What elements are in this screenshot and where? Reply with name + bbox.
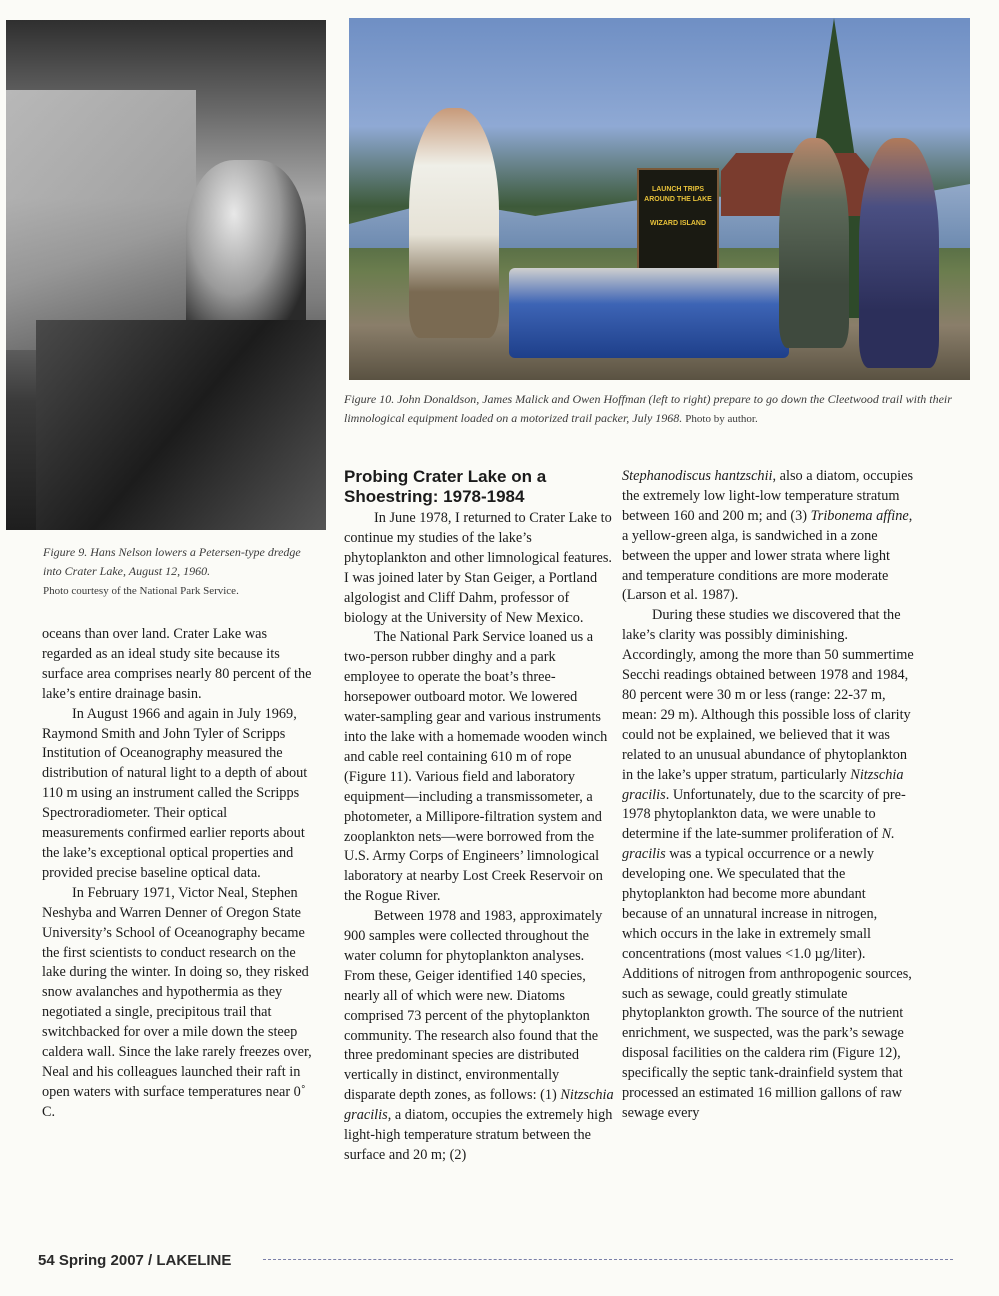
species-name: Nitzschia gracilis bbox=[344, 1087, 614, 1124]
sign-line: LAUNCH TRIPS bbox=[651, 186, 705, 193]
person-left bbox=[409, 108, 499, 338]
caption-text: Figure 10. John Donaldson, James Malick and Owen Hoffman (left to right) prepare to go down the Cleetwood trail with their limnological equipment loaded on a motorized trail packer, July 1968. bbox=[344, 392, 952, 425]
figure-10-photo bbox=[349, 18, 970, 380]
caption-text: Figure 9. Hans Nelson lowers a Petersen-type dredge into Crater Lake, August 12, 1960. bbox=[43, 545, 301, 578]
trail-packer-cart bbox=[509, 268, 789, 358]
species-name: Tribonema affine bbox=[810, 507, 909, 524]
paragraph: In June 1978, I returned to Crater Lake to continue my studies of the lake’s phytoplankton and other limnological features. I was joined later by Stan Geiger, a Portland algologist and Cliff Dahm, professor of biology at the University of New Mexico. bbox=[344, 510, 612, 626]
species-name: Stephanodiscus hantzschii bbox=[622, 468, 773, 484]
text-run: During these studies we discovered that the lake’s clarity was possibly diminishing. Accordingly, among the more than 50 summertime Secchi readings obtained between 1978 and 1984, 80 percent were 30 m or less (range: 22-37 m, mean: 29 m). Although this possible loss of clarity could not be explained, we believed that it was related to an unusual abundance of phytoplankton in the lake’s upper stratum, particularly bbox=[622, 607, 914, 783]
section-heading: Probing Crater Lake on a Shoestring: 1978-1984 bbox=[344, 467, 547, 506]
paragraph bbox=[622, 606, 914, 1124]
paragraph: oceans than over land. Crater Lake was regarded as an ideal study site because its surface area comprises nearly 80 percent of the lake’s entire drainage basin. bbox=[42, 626, 312, 702]
text-run: , a yellow-green alga, is sandwiched in a zone between the upper and lower strata where light and temperature conditions are more moderate (Larson et al. 1987). bbox=[622, 507, 913, 604]
text-run: Between 1978 and 1983, approximately 900 samples were collected throughout the water column for phytoplankton analyses. From these, Geiger identified 140 species, nearly all of which were new. Diatoms comprised 73 percent of the phytoplankton community. The research also found that the three predominant species are distributed vertically in distinct, environmentally disparate depth zones, as follows: (1) bbox=[344, 908, 603, 1104]
photo-credit: Photo courtesy of the National Park Service. bbox=[43, 585, 239, 597]
page-footer bbox=[38, 1252, 958, 1276]
hans-nelson-figure bbox=[186, 160, 306, 340]
person-right bbox=[859, 138, 939, 368]
person-middle bbox=[779, 138, 849, 348]
text-column-1 bbox=[42, 625, 312, 1123]
text-column-2 bbox=[344, 467, 614, 1166]
photo-credit: Photo by author. bbox=[685, 413, 758, 425]
species-name: Nitzschia gracilis bbox=[622, 766, 904, 803]
text-run: was a typical occurrence or a newly developing one. We speculated that the phytoplankton had become more abundant because of an unnatural increase in nitrogen, which occurs in the lake in extremely small concentrations (most values <1.0 µg/liter). Additions of nitrogen from anthropogenic sources, such as sewage, could greatly stimulate phytoplankton growth. The source of the nutrient enrichment, we suspected, was the park’s sewage disposal facilities on the caldera rim (Figure 12), specifically the septic tank-drainfield system that processed an estimated 16 million gallons of raw sewage every bbox=[622, 846, 912, 1121]
paragraph bbox=[344, 907, 614, 1166]
text-run: . Unfortunately, due to the scarcity of pre-1978 phytoplankton data, we were unable to determine if the late-summer proliferation of bbox=[622, 786, 906, 843]
footer-rule bbox=[263, 1259, 953, 1260]
figure-9-photo bbox=[6, 20, 326, 530]
text-run: , also a diatom, occupies the extremely low light-low temperature stratum between 160 and 200 m; and (3) bbox=[622, 468, 914, 524]
page-folio: 54 Spring 2007 / LAKELINE bbox=[38, 1252, 232, 1269]
text-run: , a diatom, occupies the extremely high light-high temperature stratum between the surface and 20 m; (2) bbox=[344, 1107, 613, 1163]
paragraph bbox=[622, 467, 914, 606]
paragraph: The National Park Service loaned us a two-person rubber dinghy and a park employee to operate the boat’s three-horsepower outboard motor. We lowered water-sampling gear and various instruments into the lake with a homemade wooden winch and cable reel containing 610 m of rope (Figure 11). Various field and laboratory equipment—including a transmissometer, a photometer, a Millipore-filtration system and zooplankton nets—were borrowed from the U.S. Army Corps of Engineers’ limnological laboratory at nearby Lost Creek Reservoir on the Rogue River. bbox=[344, 629, 608, 905]
figure-9-caption bbox=[43, 543, 313, 601]
sign-line: AROUND THE LAKE bbox=[644, 196, 712, 203]
sign-line: WIZARD ISLAND bbox=[650, 220, 706, 227]
boat-and-dredge bbox=[36, 320, 326, 530]
paragraph: In August 1966 and again in July 1969, Raymond Smith and John Tyler of Scripps Institution of Oceanography measured the distribution of natural light to a depth of about 110 m using an instrument called the Scripps Spectroradiometer. Their optical measurements confirmed earlier reports about the lake’s exceptional optical properties and provided precise baseline optical data. bbox=[42, 705, 308, 881]
lake-water bbox=[6, 90, 196, 350]
figure-10-caption bbox=[344, 390, 954, 429]
text-column-3 bbox=[622, 467, 914, 1124]
paragraph: In February 1971, Victor Neal, Stephen Neshyba and Warren Denner of Oregon State University’s School of Oceanography became the first scientists to conduct research on the lake during the winter. In doing so, they risked snow avalanches and hypothermia as they negotiated a single, precipitous trail that switchbacked for over a mile down the steep caldera wall. Since the lake rarely freezes over, Neal and his colleagues launched their raft in open waters with surface temperatures near 0˚ C. bbox=[42, 884, 312, 1120]
species-name: N. gracilis bbox=[622, 826, 895, 863]
